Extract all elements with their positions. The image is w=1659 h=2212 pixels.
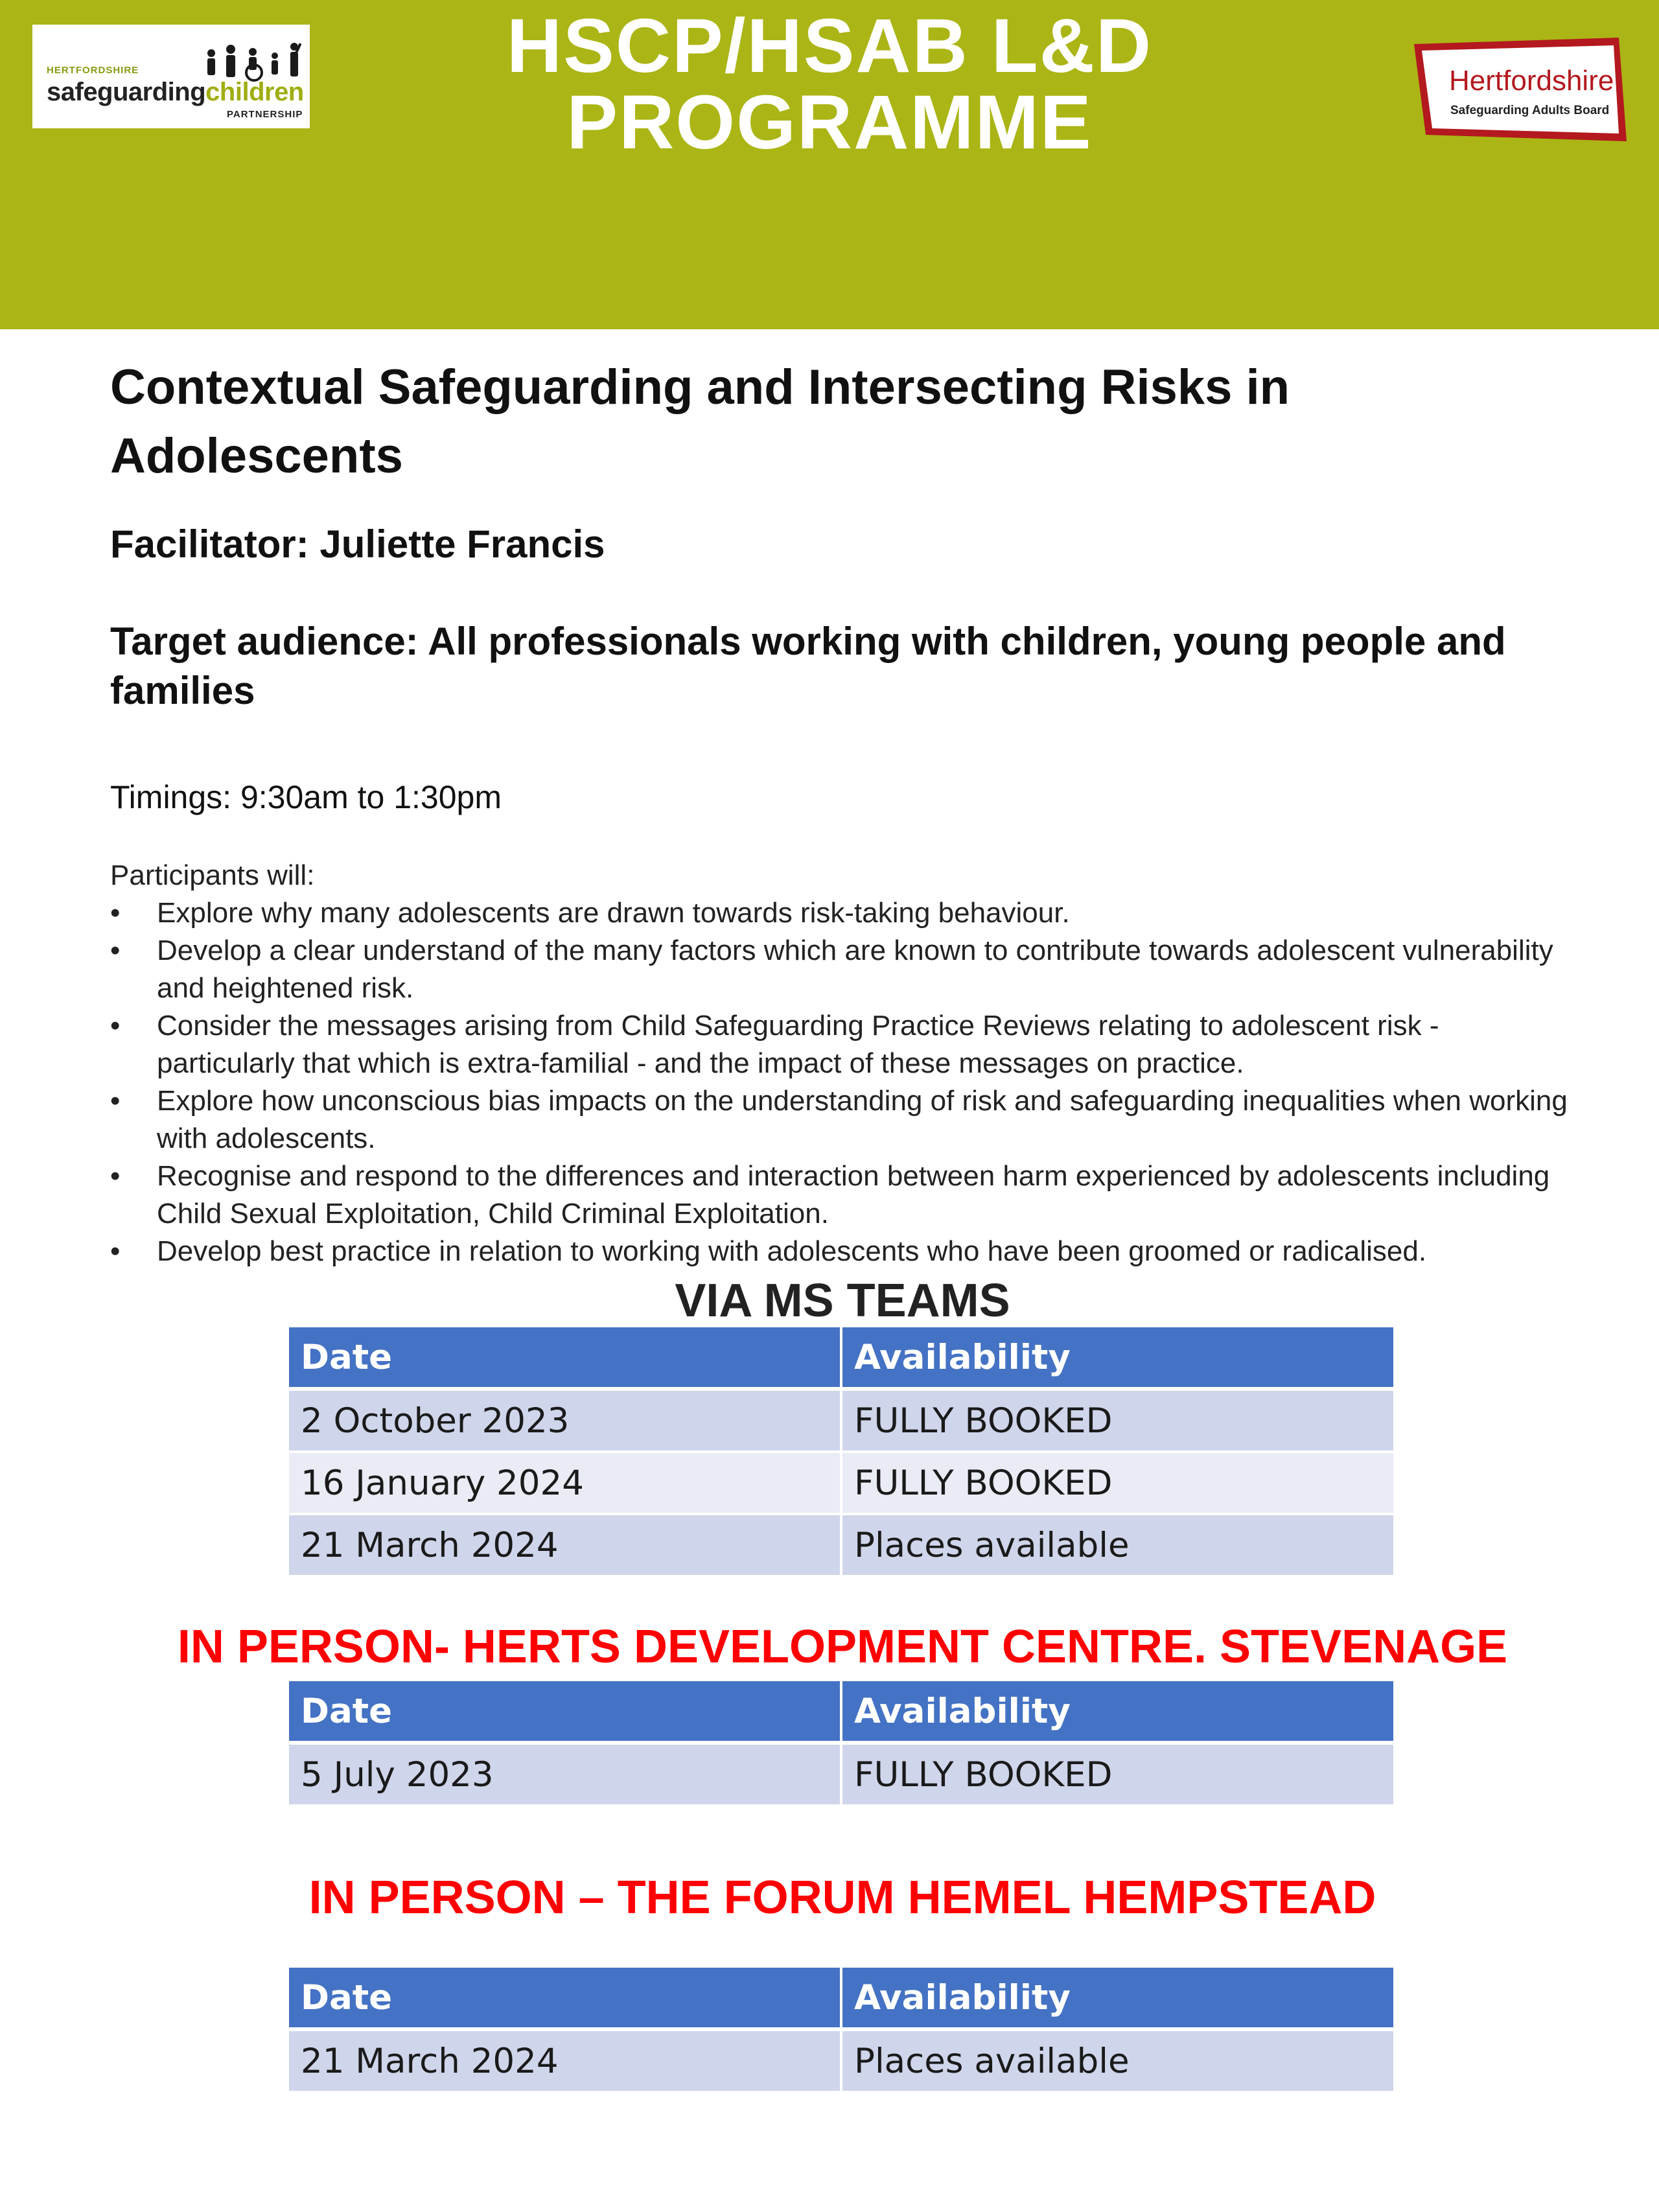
bullet-icon: • [110,935,121,966]
logo-wordmark [47,78,304,107]
course-title: Contextual Safeguarding and Intersecting Risks in Adolescents [110,360,1290,483]
objective-item [110,1158,1575,1233]
session-availability: Places available [841,2029,1393,2092]
availability-column-header: Availability [841,1681,1393,1743]
bullet-icon: • [110,1085,121,1117]
session-availability: FULLY BOOKED [841,1452,1393,1514]
adults-board-name: Hertfordshire [1449,65,1614,97]
objective-text: Develop a clear understand of the many factors which are known to contribute towards adolescent vulnerability and heightened risk. [157,935,1553,1004]
session-date: 16 January 2024 [289,1452,841,1514]
objective-item [110,1082,1575,1158]
date-column-header: Date [289,1681,841,1743]
objective-text: Recognise and respond to the differences and interaction between harm experienced by adolescents including Child Sexual Exploitation, Child Criminal Exploitation. [157,1160,1550,1229]
safeguarding-adults-board-logo [1413,38,1627,148]
table-row [289,1452,1393,1514]
bullet-icon: • [110,1235,121,1267]
table-row [289,1389,1393,1452]
date-column-header: Date [289,1327,841,1389]
programme-title [363,3,1296,165]
logo-partnership-text: PARTNERSHIP [227,109,303,120]
session-availability: Places available [841,1514,1393,1576]
programme-title-line2: PROGRAMME [566,80,1093,165]
bullet-icon: • [110,1010,121,1042]
stevenage-heading: IN PERSON- HERTS DEVELOPMENT CENTRE. STEVENAGE [177,1621,1508,1673]
bullet-icon: • [110,1160,121,1192]
availability-column-header: Availability [841,1327,1393,1389]
table-header-row [289,1968,1393,2029]
bullet-icon: • [110,897,121,929]
ms-teams-heading: VIA MS TEAMS [675,1275,1010,1327]
session-date: 21 March 2024 [289,2029,841,2092]
facilitator: Facilitator: Juliette Francis [110,522,605,566]
session-date: 21 March 2024 [289,1514,841,1576]
table-header-row [289,1681,1393,1743]
availability-column-header: Availability [841,1968,1393,2029]
stevenage-schedule-table [289,1681,1393,1807]
objective-text: Develop best practice in relation to working with adolescents who have been groomed or radicalised. [157,1235,1427,1267]
table-row [289,2029,1393,2092]
programme-title-line1: HSCP/HSAB L&D [506,3,1153,89]
objective-item [110,932,1575,1007]
safeguarding-children-partnership-logo [32,25,310,128]
header-banner [0,0,1659,329]
logo-wordmark-accent: children [205,78,304,106]
session-date: 5 July 2023 [289,1743,841,1806]
adults-board-subtitle: Safeguarding Adults Board [1450,104,1610,117]
forum-schedule-table [289,1968,1393,2093]
objective-item [110,1233,1575,1270]
session-date: 2 October 2023 [289,1389,841,1452]
timings: Timings: 9:30am to 1:30pm [110,779,502,815]
objectives-list [110,894,1575,1270]
target-audience: Target audience: All professionals working with children, young people and families [110,620,1506,712]
table-row [289,1514,1393,1576]
objective-item [110,1007,1575,1082]
logo-wordmark-main: safeguarding [47,78,206,106]
forum-heading: IN PERSON – THE FORUM HEMEL HEMPSTEAD [308,1872,1376,1924]
session-availability: FULLY BOOKED [841,1389,1393,1452]
objective-text: Consider the messages arising from Child Safeguarding Practice Reviews relating to adolescent risk - particularly that which is extra-familial - and the impact of these messages on practice. [157,1010,1439,1079]
date-column-header: Date [289,1968,841,2029]
ms-teams-schedule-table [289,1327,1393,1578]
table-header-row [289,1327,1393,1389]
objective-text: Explore why many adolescents are drawn towards risk-taking behaviour. [157,897,1070,929]
logo-county-text: HERTFORDSHIRE [47,65,139,76]
table-row [289,1743,1393,1806]
session-availability: FULLY BOOKED [841,1743,1393,1806]
objective-item [110,894,1575,932]
objective-text: Explore how unconscious bias impacts on the understanding of risk and safeguarding inequalities when working with adolescents. [157,1085,1568,1154]
participants-intro: Participants will: [110,859,315,891]
